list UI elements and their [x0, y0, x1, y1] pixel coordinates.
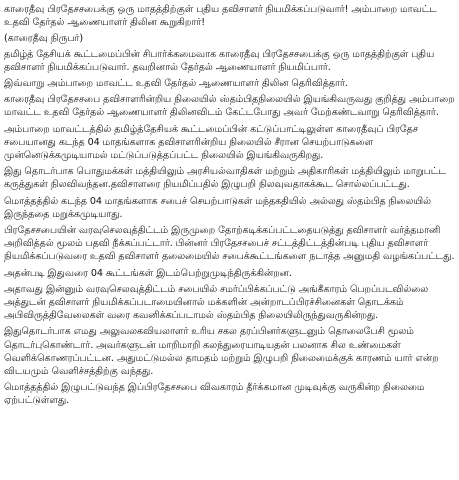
article-paragraph: பிரதேசசபையின் வரவுசெலவுத்திட்டம் இருமுறை தோற்கடிக்கப்பட்டதையடுத்து தவிசாளர் வர்த்தமானி அறிவித்தல் மூலம் பதவி நீக்கப்பட்டார். பின்னர் பிரதேசசபைச் சட்டத்திட்டத்தின்படி புதிய தவிசாளர் நியமிக்கப்படுவரை உதவி தவிசாளர் தலைமையில் சபைக்கூட்டங்களை நடாத்த அனுமதி வழங்கப்பட்டது. [4, 225, 455, 263]
article-paragraph: தமிழ்த் தேசியக் கூட்டமைப்பின் சிபார்க்கமைவாக காரைதீவு பிரதேசசபைக்கு ஒரு மாதத்திற்குள் புதிய தவிசாளர் நியமிக்கப்படுவார். தவறினால் தேர்தல் ஆணையாளர் நியமிப்பார். [4, 48, 435, 73]
article-paragraph: அதாவது இன்னும் வரவுசெலவுத்திட்டம் சபையில் சமர்ப்பிக்கப்பட்டு அங்கீகாரம் பெறப்படவில்லை அத்துடன் தவிசாளர் நியமிக்கப்படாமையினால் மக்களின் அன்றாடப்பிரச்சினைகள் தொடக்கம் அபிவிருத்திவேலைகள் வரை கவனிக்கப்படாமல் ஸ்தம்பித நிலையிலிருந்துவருகின்றது. [4, 283, 429, 322]
article-paragraph: மொத்தத்தில் இழுபட்டுவந்த இப்பிரதேசசபை விவகாரம் தீர்க்கமான முடிவுக்கு வருகின்ற நிலைமை ஏற்பட்டுள்ளது. [4, 382, 425, 407]
article-dateline: (காரைதீவு நிருபர்) [4, 33, 84, 45]
article-paragraph: அதன்படி இதுவரை 04 கூட்டங்கள் இடம்பெற்றுமுடிந்திருக்கின்றன. [4, 267, 292, 279]
article-paragraph: மொத்தத்தில் கடந்த 04 மாதங்களாக சபைச் செயற்பாடுகள் மந்தகதியில் அல்லது ஸ்தம்பித நிலையில் இருந்ததை மறுக்கமுடியாது. [4, 195, 432, 220]
article-paragraph: காரைதீவு பிரதேசசபை தவிசாளரின்றிய நிலையில் ஸ்தம்பிதநிலையில் இயங்கிவருவது குறித்து அம்பாறை மாவட்ட உதவி தேர்தல் ஆணையாளர் திலினவிடம் கேட்டபோது அவர் மேற்கண்டவாறு தெரிவித்தார். [4, 94, 455, 119]
article-paragraph: இவ்வாறு அம்பாறை மாவட்ட உதவி தேர்தல் ஆணையாளர் திலின தெரிவித்தார். [4, 78, 348, 90]
article-paragraph: இதுதொடர்பாக எமது அலுவலகவியலாளர் உரிய சகல தரப்பினர்களுடனும் தொலைபேசி மூலம் தொடர்புகொண்டார். அவர்களுடன் மாறிமாறி கலந்துரையாடியதன் பலனாக சில உண்மைகள் வெளிக்கொணரப்பட்டன. அதுமட்டுமல்ல தாமதம் மற்றும் இழுபறி நிலைமைக்குக் காரணம் யார் என்ற விடயமும் வெளிச்சத்திற்கு வந்தது. [4, 326, 439, 378]
article-paragraph: அம்பாறை மாவட்டத்தில் தமிழ்த்தேசியக் கூட்டமைப்பின் கட்டுப்பாட்டிலுள்ள காரைதீவுப் பிரதேச சபையானது கடந்த 04 மாதங்களாக தவிசாளரின்றிய நிலையில் சீரான செயற்பாடுகளை முன்னெடுக்கமுடியாமல் மட்டுப்படுத்தப்பட்ட நிலையில் இயங்கிவருகிறது. [4, 123, 419, 162]
article-paragraph: இது தொடர்பாக பொதுமக்கள் மத்தியிலும் அரசியல்வாதிகள் மற்றும் அதிகாரிகள் மத்தியிலும் மாறுபட்ட கருத்துகள் நிலவிவந்தன.தவிசாளரை நியமிப்பதில் இழுபறி நிலவுவதாகக்கூட சொல்லப்பட்டது. [4, 166, 446, 191]
article-headline: காரைதீவு பிரதேசசபைக்கு ஒரு மாதத்திற்குள் புதிய தவிசாளர் நியமிக்கப்படுவார்! அம்பாறை மாவட்ட உதவி தேர்தல் ஆணையாளர் திலின கூறுகிறார்! [4, 4, 437, 29]
